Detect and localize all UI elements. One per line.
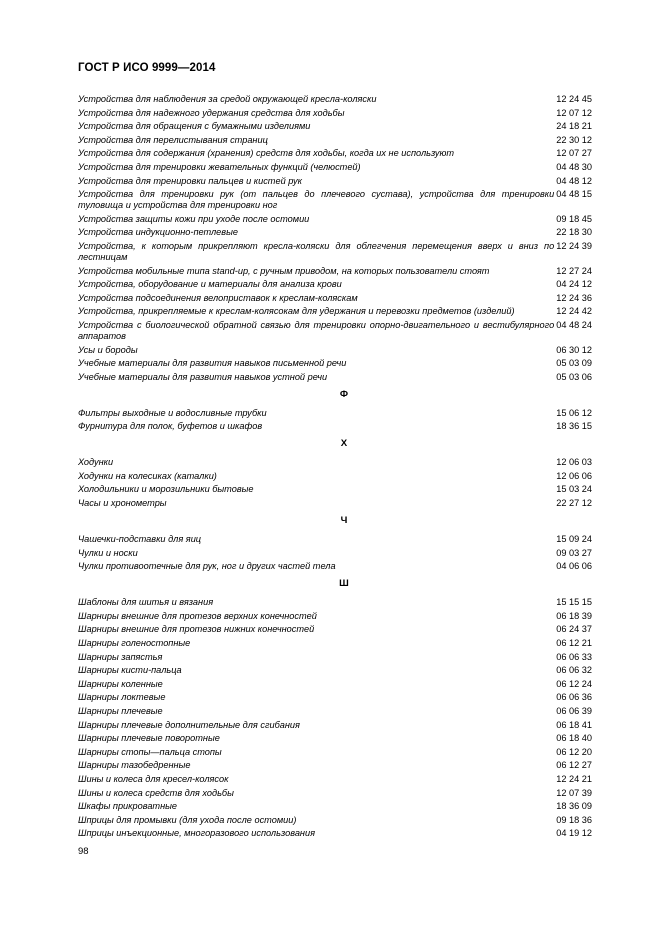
index-entry (78, 597, 610, 608)
entry-term: Шприцы инъекционные, многоразового использования (78, 828, 315, 839)
index-entry (78, 306, 610, 317)
index-entry (78, 774, 610, 785)
entry-term: Устройства с биологической обратной связью для тренировки опорно-двигательного и вестибулярного аппаратов (78, 319, 555, 341)
entry-term: Шарниры коленные (78, 678, 163, 689)
entry-term: Устройства для тренировки жевательных функций (челюстей) (78, 161, 361, 172)
entry-term: Учебные материалы для развития навыков устной речи (78, 371, 328, 382)
index-entry (78, 561, 610, 572)
index-entry (78, 189, 610, 211)
index-entry (78, 121, 610, 132)
entry-term: Устройства, оборудование и материалы для анализа крови (78, 279, 342, 290)
entry-code: 15 03 24 (556, 484, 592, 495)
entry-code: 15 15 15 (556, 597, 592, 608)
index-entry (78, 457, 610, 468)
entry-term: Шприцы для промывки (для ухода после остомии) (78, 814, 297, 825)
index-entry (78, 665, 610, 676)
entry-term: Устройства для тренировки пальцев и кистей рук (78, 175, 302, 186)
entry-term: Шарниры внешние для протезов нижних конечностей (78, 624, 315, 635)
index-entry (78, 408, 610, 419)
section-letter: Ш (339, 578, 349, 590)
entry-code: 09 18 36 (556, 814, 592, 825)
entry-code: 04 06 06 (556, 561, 592, 572)
index-entry (78, 214, 610, 225)
entry-term: Холодильники и морозильники бытовые (78, 484, 254, 495)
entry-term: Устройства для обращения с бумажными изделиями (78, 121, 311, 132)
entry-term: Устройства для наблюдения за средой окружающей кресла-коляски (78, 94, 377, 104)
entry-term: Устройства индукционно-петлевые (78, 227, 238, 238)
section-letter: Ч (340, 515, 348, 527)
entry-code: 05 03 06 (556, 371, 592, 382)
entry-term: Шарниры кисти-пальца (78, 665, 182, 676)
entry-term: Фурнитура для полок, буфетов и шкафов (78, 421, 263, 432)
entry-term: Шаблоны для шитья и вязания (78, 597, 214, 608)
entry-code: 12 06 03 (556, 457, 592, 468)
index-entry (78, 760, 610, 771)
index-entry (78, 611, 610, 622)
index-entry (78, 801, 610, 812)
entry-term: Устройства для перелистывания страниц (78, 134, 268, 145)
entry-code: 06 06 39 (556, 706, 592, 716)
index-entry (78, 241, 610, 263)
entry-term: Шкафы прикроватные (78, 801, 178, 812)
index-entry (78, 679, 610, 690)
entry-code: 06 18 39 (556, 610, 592, 621)
section-letter: Х (340, 438, 348, 450)
index-entry (78, 815, 610, 826)
entry-term: Шины и колеса средств для ходьбы (78, 787, 234, 798)
entry-code: 04 48 15 (556, 189, 592, 200)
alphabetical-index (78, 94, 610, 842)
entry-term: Устройства для надежного удержания средства для ходьбы (78, 107, 345, 118)
entry-code: 06 06 33 (556, 651, 592, 662)
entry-term: Устройства защиты кожи при уходе после остомии (78, 213, 310, 224)
entry-code: 04 19 12 (556, 828, 592, 839)
entry-term: Фильтры выходные и водосливные трубки (78, 407, 267, 418)
entry-term: Шины и колеса для кресел-колясок (78, 773, 229, 784)
entry-code: 06 12 21 (556, 638, 592, 649)
index-entry (78, 148, 610, 159)
index-entry (78, 293, 610, 304)
entry-code: 12 06 06 (556, 470, 592, 481)
entry-term: Учебные материалы для развития навыков письменной речи (78, 358, 347, 369)
entry-code: 06 12 20 (556, 746, 592, 757)
index-entry (78, 279, 610, 290)
index-entry (78, 548, 610, 559)
entry-term: Устройства для содержания (хранения) средств для ходьбы, когда их не используют (78, 148, 455, 159)
entry-code: 12 24 42 (556, 306, 592, 317)
entry-code: 04 48 24 (556, 319, 592, 330)
entry-code: 24 18 21 (556, 121, 592, 132)
index-entry (78, 135, 610, 146)
entry-term: Шарниры тазобедренные (78, 760, 191, 771)
entry-code: 06 12 24 (556, 678, 592, 689)
entry-term: Чулки противоотечные для рук, ног и других частей тела (78, 561, 336, 572)
entry-code: 09 03 27 (556, 547, 592, 558)
entry-code: 12 27 24 (556, 265, 592, 276)
entry-code: 12 07 27 (556, 148, 592, 159)
index-entry (78, 176, 610, 187)
entry-term: Ходунки (78, 457, 114, 468)
entry-term: Шарниры плечевые поворотные (78, 733, 220, 744)
entry-code: 22 27 12 (556, 498, 592, 509)
index-entry (78, 733, 610, 744)
document-header: ГОСТ Р ИСО 9999—2014 (78, 62, 216, 74)
entry-code: 12 24 21 (556, 773, 592, 784)
entry-code: 04 48 30 (556, 161, 592, 172)
entry-code: 12 07 12 (556, 107, 592, 118)
entry-code: 04 24 12 (556, 279, 592, 290)
entry-term: Ходунки на колесиках (каталки) (78, 470, 217, 481)
entry-term: Устройства для тренировки рук (от пальцев до плечевого сустава), устройства для тренировки туловища и устройства для тренировки ног (78, 189, 555, 211)
entry-term: Устройства мобильные типа stand-up, с ручным приводом, на которых пользователи стоят (78, 265, 490, 276)
entry-term: Устройства, прикрепляемые к креслам-колясокам для удержания и перевозки предметов (изделий) (78, 306, 515, 317)
index-entry (78, 484, 610, 495)
section-letter: Ф (339, 388, 349, 400)
index-entry (78, 638, 610, 649)
entry-code: 06 06 32 (556, 665, 592, 676)
entry-term: Шарниры голеностопные (78, 638, 191, 649)
entry-code: 12 24 39 (556, 240, 592, 251)
entry-term: Устройства, к которым прикрепляют кресла-коляски для облегчения перемещения вверх и вниз по лестницам (78, 240, 555, 262)
entry-code: 12 24 45 (556, 94, 592, 104)
entry-term: Усы и бороды (78, 344, 138, 355)
page-number: 98 (78, 846, 89, 857)
entry-code: 06 18 41 (556, 719, 592, 730)
entry-term: Чулки и носки (78, 547, 138, 558)
entry-term: Шарниры внешние для протезов верхних конечностей (78, 610, 317, 621)
index-entry (78, 320, 610, 342)
entry-code: 09 18 45 (556, 213, 592, 224)
index-entry (78, 108, 610, 119)
index-entry (78, 227, 610, 238)
index-entry (78, 345, 610, 356)
index-entry (78, 747, 610, 758)
entry-term: Шарниры плечевые дополнительные для сгибания (78, 719, 300, 730)
entry-code: 18 36 09 (556, 801, 592, 812)
index-entry (78, 162, 610, 173)
entry-code: 12 24 36 (556, 292, 592, 303)
entry-term: Шарниры стопы—пальца стопы (78, 746, 222, 757)
entry-code: 22 30 12 (556, 134, 592, 145)
index-entry (78, 706, 610, 717)
index-entry (78, 421, 610, 432)
index-entry (78, 828, 610, 839)
entry-code: 06 24 37 (556, 624, 592, 635)
entry-code: 18 36 15 (556, 421, 592, 432)
index-entry (78, 372, 610, 383)
entry-term: Устройства подсоединения велоприставок к креслам-коляскам (78, 292, 358, 303)
entry-code: 06 18 40 (556, 733, 592, 744)
entry-code: 22 18 30 (556, 227, 592, 238)
index-entry (78, 471, 610, 482)
index-entry (78, 720, 610, 731)
entry-term: Чашечки-подставки для яиц (78, 534, 202, 545)
entry-term: Шарниры запястья (78, 651, 163, 662)
entry-code: 06 12 27 (556, 760, 592, 771)
entry-term: Шарниры локтевые (78, 692, 166, 703)
index-entry (78, 788, 610, 799)
entry-code: 04 48 12 (556, 175, 592, 186)
index-entry (78, 534, 610, 545)
entry-code: 05 03 09 (556, 358, 592, 369)
index-entry (78, 94, 610, 105)
entry-code: 12 07 39 (556, 787, 592, 798)
entry-term: Шарниры плечевые (78, 706, 163, 716)
entry-code: 06 06 36 (556, 692, 592, 703)
index-entry (78, 358, 610, 369)
entry-code: 06 30 12 (556, 344, 592, 355)
index-entry (78, 624, 610, 635)
entry-code: 15 09 24 (556, 534, 592, 545)
index-entry (78, 692, 610, 703)
entry-code: 15 06 12 (556, 407, 592, 418)
index-entry (78, 652, 610, 663)
entry-term: Часы и хронометры (78, 498, 167, 509)
index-entry (78, 498, 610, 509)
index-entry (78, 266, 610, 277)
